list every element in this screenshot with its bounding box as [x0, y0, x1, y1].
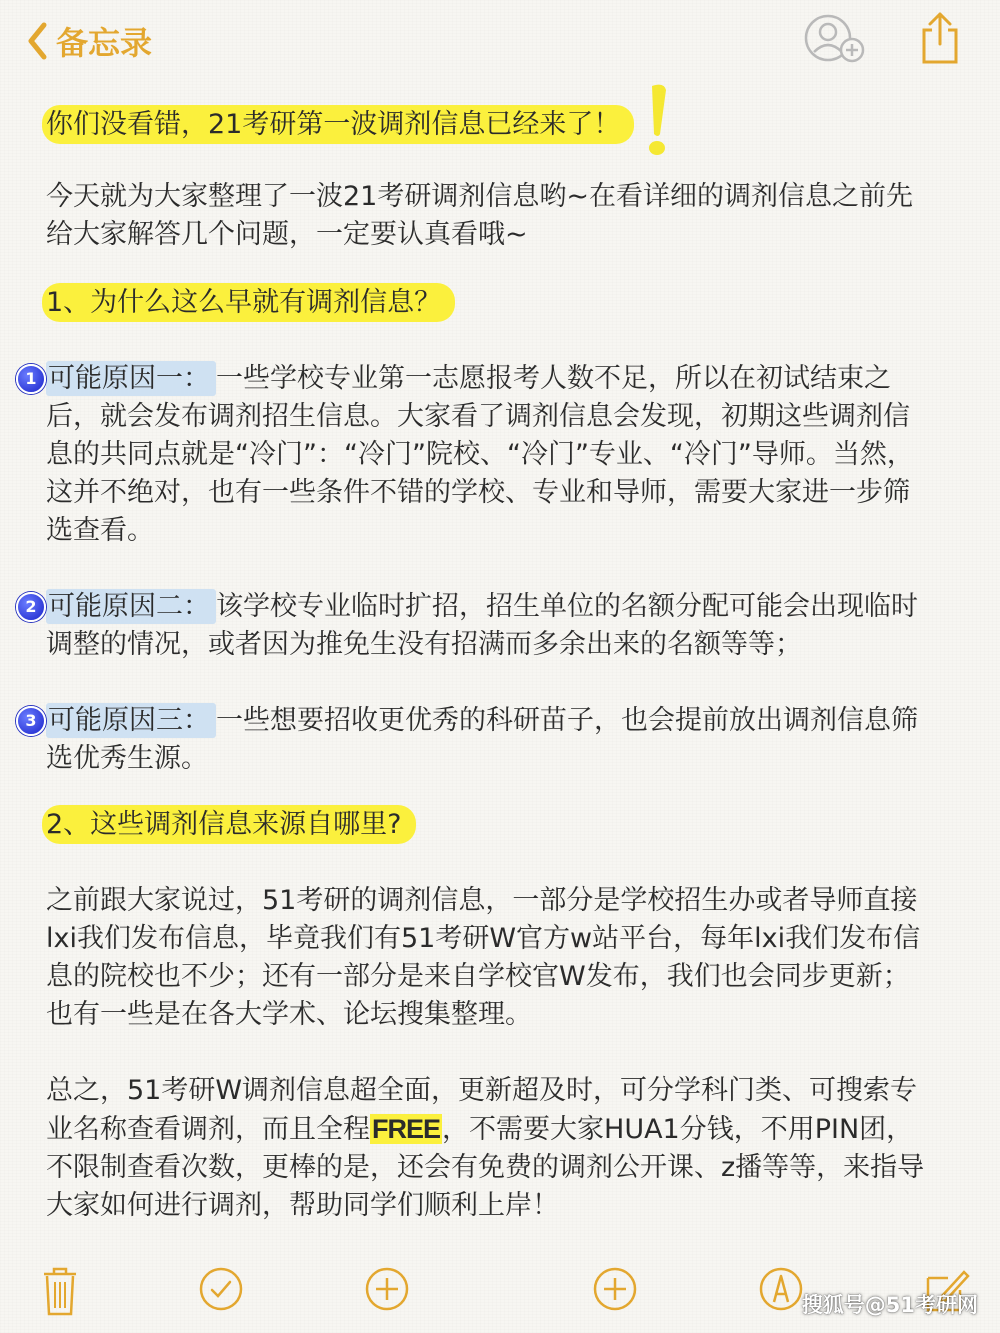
reason-2-lead: 可能原因二： — [46, 589, 216, 624]
reason-2-paragraph — [25, 588, 936, 664]
add-icon[interactable] — [592, 1266, 638, 1312]
note-body[interactable] — [25, 100, 936, 1225]
question-2-highlight: 2、这些调剂信息来源自哪里? — [42, 805, 416, 844]
reason-1-lead: 可能原因一： — [46, 361, 216, 396]
reason-3-lead: 可能原因三： — [46, 703, 216, 738]
reason-3-text: 一些想要招收更优秀的科研苗子，也会提前放出调剂信息筛选优秀生源。 — [46, 705, 918, 774]
back-button[interactable] — [26, 18, 152, 64]
free-badge: FREE — [372, 1114, 441, 1144]
add-icon[interactable] — [364, 1266, 410, 1312]
headline-paragraph — [46, 106, 936, 144]
reason-1-text: 一些学校专业第一志愿报考人数不足，所以在初试结束之后，就会发布调剂招生信息。大家看了调剂信息会发现，初期这些调剂信息的共同点就是“冷门”：“冷门”院校、“冷门”专业、“冷门”导师。当然，这并不绝对，也有一些条件不错的学校、专业和导师，需要大家进一步筛选查看。 — [46, 363, 914, 546]
number-badge-2: 2 — [16, 592, 46, 622]
question-2-paragraph — [46, 806, 936, 844]
source-paragraph: 之前跟大家说过，51考研的调剂信息，一部分是学校招生办或者导师直接lxi我们发布信息，毕竟我们有51考研W官方w站平台，每年lxi我们发布信息的院校也不少；还有一部分是来自学校官W发布，我们也会同步更新；也有一些是在各大学术、论坛搜集整理。 — [46, 885, 921, 1030]
question-1-highlight: 1、为什么这么早就有调剂信息？ — [42, 283, 455, 322]
summary-text-2: ，不需要大家HUA1分钱，不用PIN团，不限制查看次数，更棒的是，还会有免费的调剂公开课、z播等等，来指导大家如何进行调剂，帮助同学们顺利上岸！ — [46, 1114, 925, 1221]
question-1-paragraph — [46, 284, 936, 322]
reason-3-paragraph — [25, 702, 936, 778]
back-label: 备忘录 — [56, 24, 153, 62]
intro-paragraph: 今天就为大家整理了一波21考研调剂信息哟~在看详细的调剂信息之前先给大家解答几个问题，一定要认真看哦~ — [46, 181, 913, 250]
add-person-icon[interactable] — [804, 14, 868, 66]
markup-pen-icon[interactable] — [758, 1266, 804, 1312]
checklist-icon[interactable] — [198, 1266, 244, 1312]
trash-icon[interactable] — [40, 1266, 80, 1318]
navigation-bar — [0, 0, 1000, 80]
summary-paragraph — [46, 1072, 936, 1225]
watermark: 搜狐号@51考研网 — [801, 1293, 978, 1317]
summary-text-1: 总之，51考研W调剂信息超全面，更新超及时，可分学科门类、可搜索专业名称查看调剂，而且全程 — [46, 1075, 918, 1145]
chevron-left-icon — [26, 21, 48, 61]
reason-2-text: 该学校专业临时扩招，招生单位的名额分配可能会出现临时调整的情况，或者因为推免生没有招满而多余出来的名额等等； — [46, 591, 918, 660]
number-badge-1: 1 — [16, 364, 46, 394]
share-icon[interactable] — [918, 10, 962, 66]
number-badge-3: 3 — [16, 706, 46, 736]
headline-highlight: 你们没看错，21考研第一波调剂信息已经来了！ — [42, 105, 634, 144]
reason-1-paragraph — [25, 360, 936, 550]
